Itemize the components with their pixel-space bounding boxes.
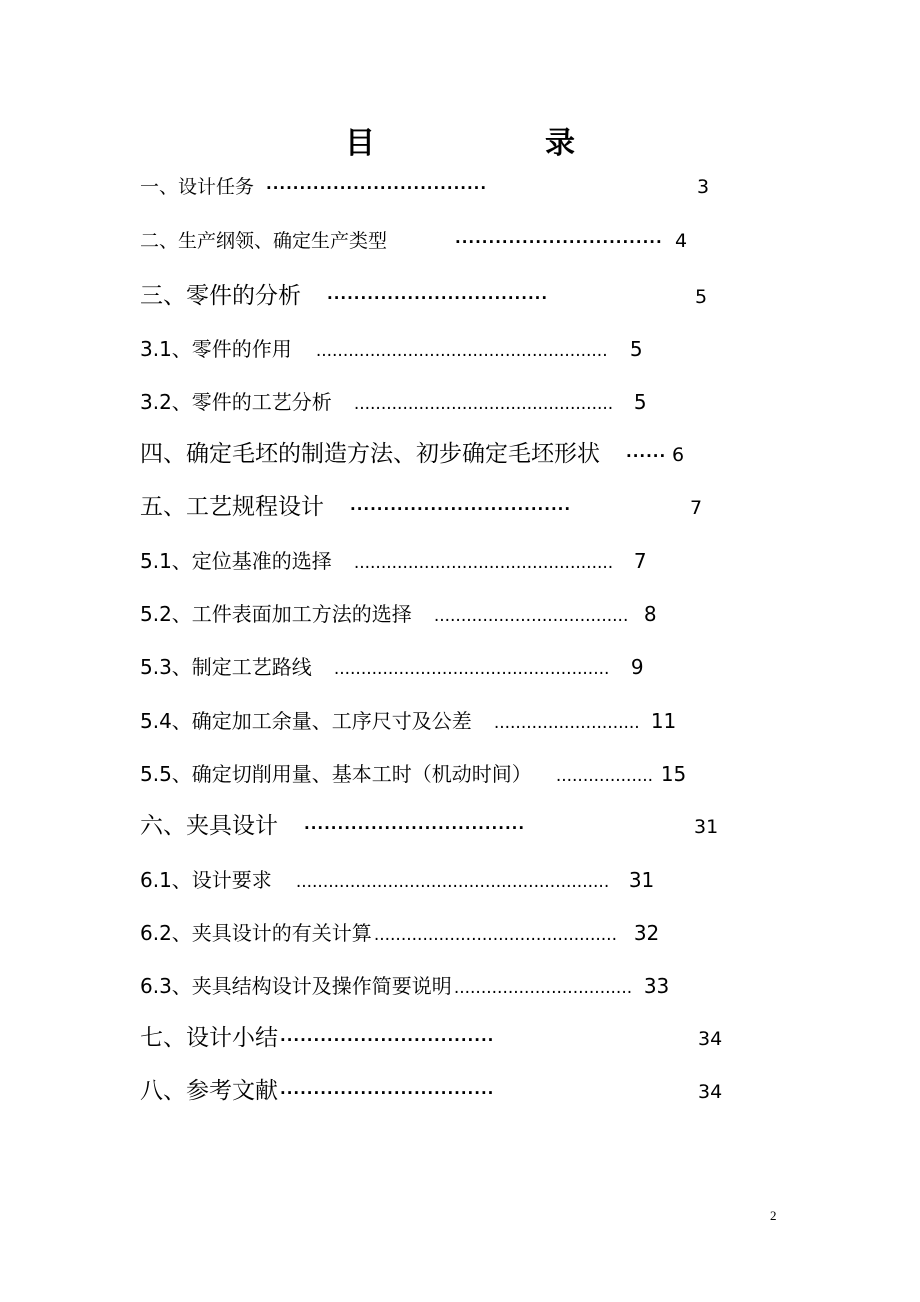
toc-page-number: 4: [675, 230, 688, 252]
toc-leader: ..................: [555, 766, 654, 786]
toc-entry-label: 七、设计小结: [140, 1025, 278, 1051]
toc-title: 目 录: [345, 126, 645, 161]
toc-entry-label: 六、夹具设计: [140, 813, 278, 839]
toc-entry[interactable]: [140, 705, 676, 734]
toc-page-number: 8: [643, 602, 657, 626]
toc-page-number: 3: [697, 176, 710, 198]
toc-entry[interactable]: [140, 226, 687, 253]
toc-page-number: 34: [698, 1028, 723, 1050]
toc-entry[interactable]: [140, 277, 707, 310]
toc-entry-label: 一、设计任务: [140, 176, 255, 198]
toc-entry[interactable]: [140, 435, 684, 468]
toc-leader: ................................................: [353, 394, 614, 414]
toc-leader: ...........................: [493, 713, 640, 733]
toc-entry[interactable]: [140, 970, 669, 999]
toc-entry[interactable]: [140, 864, 654, 893]
toc-entry-label: 5.4、确定加工余量、工序尺寸及公差: [140, 709, 472, 733]
toc-page-number: 6: [672, 444, 685, 466]
toc-entry-label: 5.5、确定切削用量、基本工时（机动时间）: [140, 762, 532, 786]
toc-page-number: 32: [633, 921, 660, 945]
toc-page-number: 31: [628, 868, 655, 892]
toc-leader: ································: [280, 1084, 495, 1102]
toc-entry-label: 6.1、设计要求: [140, 868, 272, 892]
toc-entry-label: 5.3、制定工艺路线: [140, 655, 312, 679]
toc-entry[interactable]: [140, 651, 644, 680]
toc-leader: ·································: [266, 179, 488, 197]
toc-entry[interactable]: [140, 386, 647, 415]
toc-page-number: 15: [660, 762, 687, 786]
toc-leader: ·································: [304, 819, 526, 837]
toc-entry[interactable]: [140, 1072, 722, 1105]
toc-page-number: 11: [650, 709, 677, 733]
toc-leader: ................................................: [353, 553, 614, 573]
toc-leader: ·································: [350, 500, 572, 518]
toc-page-number: 5: [633, 390, 647, 414]
toc-page-number: 33: [643, 974, 670, 998]
toc-leader: ......................................................: [315, 341, 608, 361]
toc-entry-label: 八、参考文献: [140, 1078, 278, 1104]
toc-page-number: 7: [633, 549, 647, 573]
toc-entry[interactable]: [140, 172, 709, 199]
toc-entry[interactable]: [140, 333, 643, 362]
toc-entry-label: 3.2、零件的工艺分析: [140, 390, 332, 414]
toc-entry[interactable]: [140, 488, 702, 521]
toc-leader: ································: [280, 1031, 495, 1049]
toc-leader: ·······························: [455, 233, 663, 251]
toc-page-number: 5: [695, 286, 708, 308]
toc-leader: ······: [626, 447, 667, 465]
toc-page-number: 9: [630, 655, 644, 679]
toc-entry-label: 三、零件的分析: [140, 283, 301, 309]
toc-entry-label: 5.1、定位基准的选择: [140, 549, 332, 573]
toc-entry[interactable]: [140, 917, 659, 946]
toc-entry[interactable]: [140, 1019, 722, 1052]
page-number: 2: [770, 1208, 777, 1223]
toc-leader: ...................................................: [333, 659, 610, 679]
toc-page-number: 31: [694, 816, 719, 838]
toc-entry-label: 6.3、夹具结构设计及操作简要说明: [140, 974, 452, 998]
toc-page-number: 34: [698, 1081, 723, 1103]
toc-entry[interactable]: [140, 807, 718, 840]
toc-entry-label: 6.2、夹具设计的有关计算: [140, 921, 372, 945]
toc-leader: .............................................: [373, 925, 617, 945]
toc-leader: ·································: [327, 289, 549, 307]
toc-entry-label: 四、确定毛坯的制造方法、初步确定毛坯形状: [140, 441, 600, 467]
toc-entry[interactable]: [140, 545, 647, 574]
toc-page-number: 5: [629, 337, 643, 361]
toc-leader: ..........................................................: [295, 872, 610, 892]
toc-entry[interactable]: [140, 758, 686, 787]
toc-leader: .................................: [453, 978, 633, 998]
toc-leader: ....................................: [433, 606, 629, 626]
toc-entry-label: 3.1、零件的作用: [140, 337, 292, 361]
toc-entry-label: 5.2、工件表面加工方法的选择: [140, 602, 412, 626]
toc-entry[interactable]: [140, 598, 657, 627]
toc-entry-label: 二、生产纲领、确定生产类型: [140, 230, 388, 252]
toc-page-number: 7: [690, 497, 703, 519]
toc-entry-label: 五、工艺规程设计: [140, 494, 324, 520]
